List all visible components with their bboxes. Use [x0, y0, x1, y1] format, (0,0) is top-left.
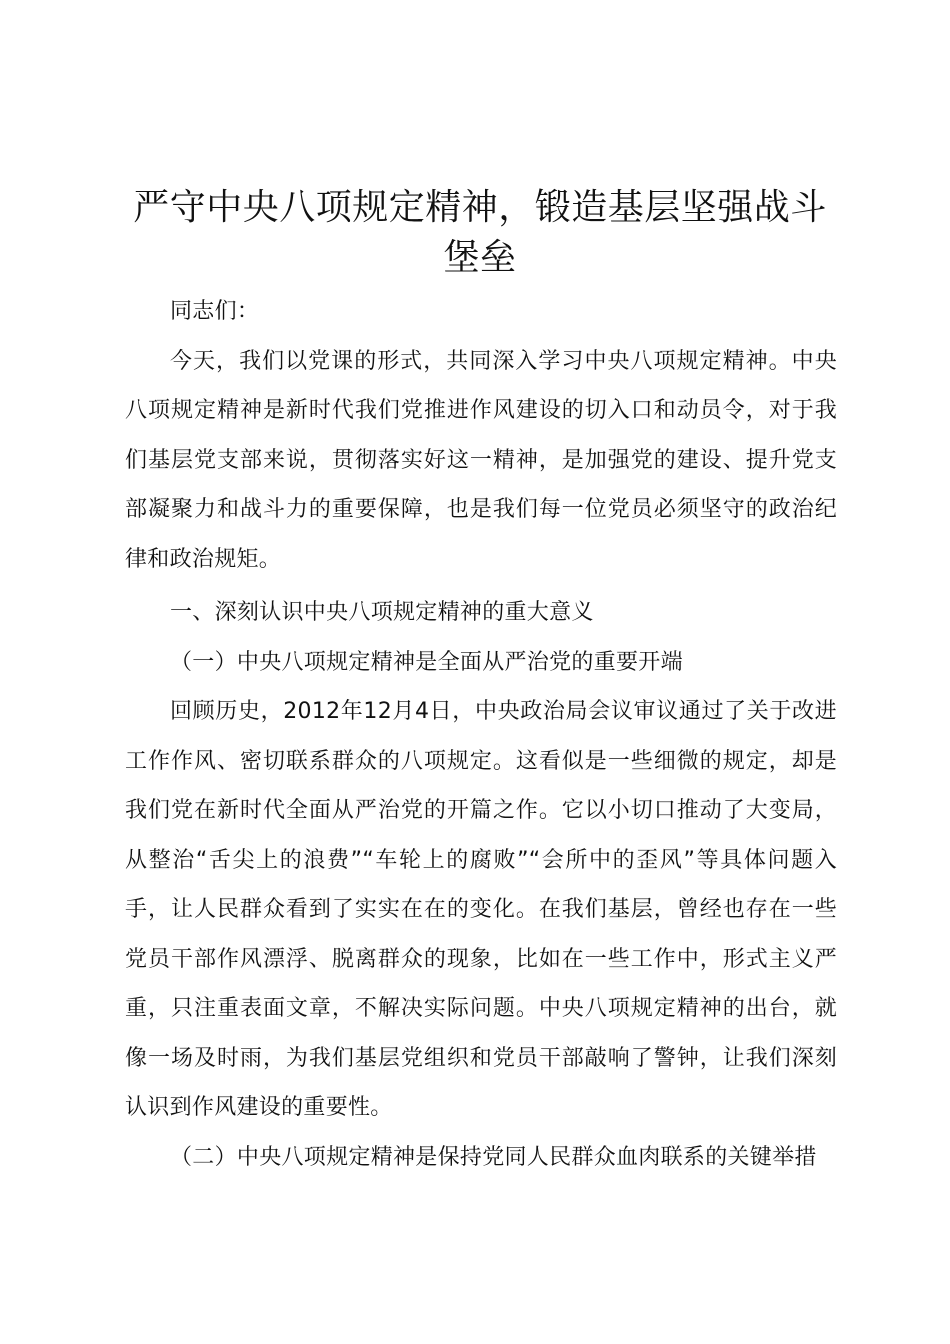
subsection-heading: （二）中央八项规定精神是保持党同人民群众血肉联系的关键举措: [170, 1144, 817, 1170]
salutation: 同志们：: [170, 299, 260, 324]
subsection-heading: （一）中央八项规定精神是全面从严治党的重要开端: [170, 649, 683, 675]
document-body: [125, 287, 837, 1182]
body-paragraph: 回顾历史，2012年12月4日，中央政治局会议审议通过了关于改进工作作风、密切联系群众的八项规定。这看似是一些细微的规定，却是我们党在新时代全面从严治党的开篇之作。它以小切口推动了大变局，从整治“舌尖上的浪费”“车轮上的腐败”“会所中的歪风”等具体问题入手，让人民群众看到了实实在在的变化。在我们基层，曾经也存在一些党员干部作风漂浮、脱离群众的现象，比如在一些工作中，形式主义严重，只注重表面文章，不解决实际问题。中央八项规定精神的出台，就像一场及时雨，为我们基层党组织和党员干部敲响了警钟，让我们深刻认识到作风建设的重要性。: [125, 699, 837, 1120]
section-heading: 一、深刻认识中央八项规定精神的重大意义: [170, 600, 594, 625]
document-title: 严守中央八项规定精神，锻造基层坚强战斗堡垒: [133, 187, 827, 278]
body-paragraph: 今天，我们以党课的形式，共同深入学习中央八项规定精神。中央八项规定精神是新时代我们党推进作风建设的切入口和动员令，对于我们基层党支部来说，贯彻落实好这一精神，是加强党的建设、提升党支部凝聚力和战斗力的重要保障，也是我们每一位党员必须坚守的政治纪律和政治规矩。: [125, 348, 837, 572]
